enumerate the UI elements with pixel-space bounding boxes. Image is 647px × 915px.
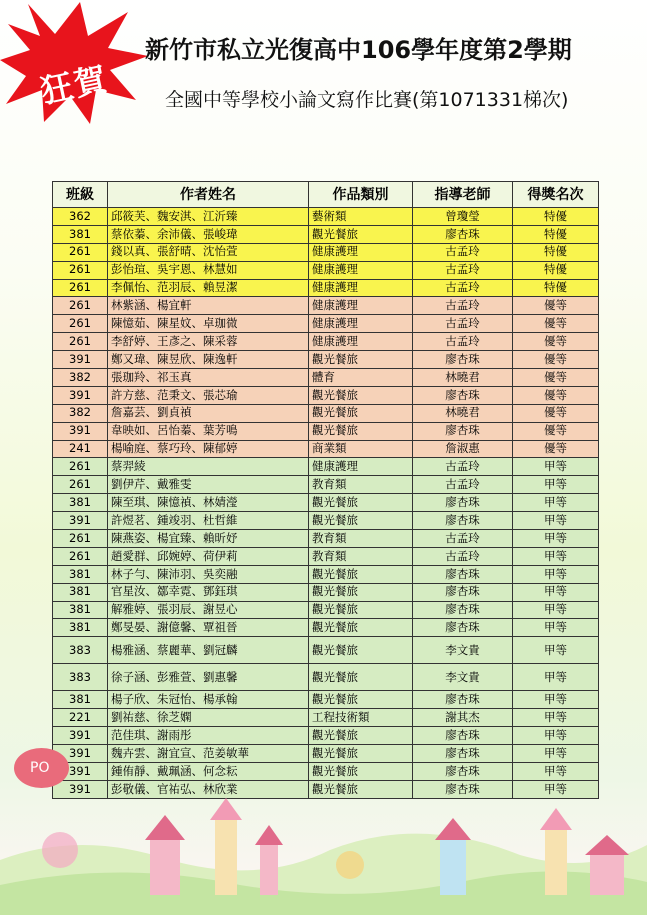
row-award: 優等 bbox=[513, 351, 599, 369]
row-authors: 蔡依蓁、余沛儀、張峻瑋 bbox=[108, 225, 309, 243]
header-teacher: 指導老師 bbox=[413, 182, 513, 208]
row-teacher: 廖杏珠 bbox=[413, 565, 513, 583]
row-category: 健康護理 bbox=[309, 315, 413, 333]
row-award: 優等 bbox=[513, 297, 599, 315]
table-row bbox=[53, 261, 599, 279]
row-award: 甲等 bbox=[513, 601, 599, 619]
row-class: 381 bbox=[53, 225, 108, 243]
row-authors: 林紫涵、楊宜軒 bbox=[108, 297, 309, 315]
row-authors: 林子勻、陳沛羽、吳奕融 bbox=[108, 565, 309, 583]
row-teacher: 古孟玲 bbox=[413, 458, 513, 476]
row-teacher: 廖杏珠 bbox=[413, 780, 513, 798]
table-row bbox=[53, 351, 599, 369]
row-teacher: 曾瓊瑩 bbox=[413, 208, 513, 226]
table-row bbox=[53, 208, 599, 226]
row-class: 221 bbox=[53, 709, 108, 727]
row-category: 觀光餐旅 bbox=[309, 225, 413, 243]
row-category: 健康護理 bbox=[309, 243, 413, 261]
congrats-badge-text: 狂賀 bbox=[37, 59, 112, 111]
table-row bbox=[53, 243, 599, 261]
table-row bbox=[53, 583, 599, 601]
row-teacher: 古孟玲 bbox=[413, 297, 513, 315]
row-teacher: 廖杏珠 bbox=[413, 422, 513, 440]
row-teacher: 古孟玲 bbox=[413, 261, 513, 279]
table-row bbox=[53, 458, 599, 476]
row-teacher: 李文貴 bbox=[413, 664, 513, 691]
row-class: 261 bbox=[53, 279, 108, 297]
row-class: 391 bbox=[53, 780, 108, 798]
row-authors: 詹嘉芸、劉貞禎 bbox=[108, 404, 309, 422]
decorative-scenery bbox=[0, 790, 647, 915]
row-category: 觀光餐旅 bbox=[309, 762, 413, 780]
page-subtitle: 全國中等學校小論文寫作比賽(第1071331梯次) bbox=[165, 89, 569, 111]
row-class: 381 bbox=[53, 583, 108, 601]
row-category: 體育 bbox=[309, 369, 413, 387]
row-award: 甲等 bbox=[513, 619, 599, 637]
header-class: 班級 bbox=[53, 182, 108, 208]
row-authors: 錢以真、張舒晴、沈怡萱 bbox=[108, 243, 309, 261]
row-class: 391 bbox=[53, 351, 108, 369]
row-award: 甲等 bbox=[513, 565, 599, 583]
row-award: 甲等 bbox=[513, 745, 599, 763]
row-teacher: 古孟玲 bbox=[413, 243, 513, 261]
row-award: 甲等 bbox=[513, 530, 599, 548]
row-authors: 趙愛群、邱婉婷、荷伊莉 bbox=[108, 547, 309, 565]
row-category: 觀光餐旅 bbox=[309, 512, 413, 530]
row-class: 241 bbox=[53, 440, 108, 458]
row-class: 391 bbox=[53, 745, 108, 763]
row-class: 383 bbox=[53, 664, 108, 691]
row-teacher: 廖杏珠 bbox=[413, 601, 513, 619]
row-teacher: 謝其杰 bbox=[413, 709, 513, 727]
row-award: 特優 bbox=[513, 279, 599, 297]
row-award: 優等 bbox=[513, 315, 599, 333]
row-category: 健康護理 bbox=[309, 261, 413, 279]
row-award: 甲等 bbox=[513, 547, 599, 565]
row-class: 381 bbox=[53, 691, 108, 709]
row-category: 商業類 bbox=[309, 440, 413, 458]
row-class: 381 bbox=[53, 565, 108, 583]
row-teacher: 林曉君 bbox=[413, 404, 513, 422]
row-class: 261 bbox=[53, 261, 108, 279]
row-award: 甲等 bbox=[513, 512, 599, 530]
table-row bbox=[53, 404, 599, 422]
row-teacher: 廖杏珠 bbox=[413, 745, 513, 763]
table-row bbox=[53, 619, 599, 637]
row-class: 381 bbox=[53, 601, 108, 619]
row-authors: 彭怡瑄、吳宇恩、林慧如 bbox=[108, 261, 309, 279]
row-class: 261 bbox=[53, 547, 108, 565]
row-class: 391 bbox=[53, 386, 108, 404]
row-authors: 鄭旻晏、謝億馨、覃祖晉 bbox=[108, 619, 309, 637]
row-category: 觀光餐旅 bbox=[309, 583, 413, 601]
row-category: 觀光餐旅 bbox=[309, 422, 413, 440]
table-row bbox=[53, 279, 599, 297]
row-authors: 李舒婷、王彥之、陳采蓉 bbox=[108, 333, 309, 351]
row-award: 甲等 bbox=[513, 691, 599, 709]
row-category: 觀光餐旅 bbox=[309, 780, 413, 798]
table-row bbox=[53, 664, 599, 691]
row-award: 特優 bbox=[513, 261, 599, 279]
table-row bbox=[53, 315, 599, 333]
table-row bbox=[53, 565, 599, 583]
row-teacher: 廖杏珠 bbox=[413, 619, 513, 637]
row-authors: 鄭又瑋、陳昱欣、陳逸軒 bbox=[108, 351, 309, 369]
header-authors: 作者姓名 bbox=[108, 182, 309, 208]
row-authors: 邱筱芙、魏安淇、江沂臻 bbox=[108, 208, 309, 226]
row-award: 甲等 bbox=[513, 637, 599, 664]
table-row bbox=[53, 225, 599, 243]
row-category: 觀光餐旅 bbox=[309, 691, 413, 709]
row-teacher: 古孟玲 bbox=[413, 547, 513, 565]
row-category: 觀光餐旅 bbox=[309, 404, 413, 422]
table-body bbox=[53, 208, 599, 799]
row-teacher: 廖杏珠 bbox=[413, 512, 513, 530]
row-authors: 蔡羿綾 bbox=[108, 458, 309, 476]
table-row bbox=[53, 494, 599, 512]
row-category: 觀光餐旅 bbox=[309, 745, 413, 763]
row-authors: 許煜茗、鍾竣羽、杜哲維 bbox=[108, 512, 309, 530]
row-category: 觀光餐旅 bbox=[309, 601, 413, 619]
row-category: 健康護理 bbox=[309, 279, 413, 297]
row-award: 優等 bbox=[513, 440, 599, 458]
row-teacher: 廖杏珠 bbox=[413, 727, 513, 745]
row-category: 觀光餐旅 bbox=[309, 565, 413, 583]
row-authors: 許方慈、范秉文、張芯瑜 bbox=[108, 386, 309, 404]
row-award: 甲等 bbox=[513, 762, 599, 780]
row-teacher: 李文貴 bbox=[413, 637, 513, 664]
table-row bbox=[53, 530, 599, 548]
row-authors: 楊雅涵、蔡麗華、劉冠麟 bbox=[108, 637, 309, 664]
row-award: 特優 bbox=[513, 225, 599, 243]
row-authors: 楊喻庭、蔡巧玲、陳郁婷 bbox=[108, 440, 309, 458]
table-row bbox=[53, 691, 599, 709]
row-category: 工程技術類 bbox=[309, 709, 413, 727]
row-class: 381 bbox=[53, 494, 108, 512]
row-authors: 鍾侑靜、戴珮涵、何念耘 bbox=[108, 762, 309, 780]
table-row bbox=[53, 297, 599, 315]
page-title: 新竹市私立光復高中106學年度第2學期 bbox=[145, 36, 572, 64]
row-teacher: 古孟玲 bbox=[413, 476, 513, 494]
row-authors: 陳憶茹、陳星妏、卓珈微 bbox=[108, 315, 309, 333]
table-row bbox=[53, 512, 599, 530]
row-class: 382 bbox=[53, 369, 108, 387]
row-teacher: 古孟玲 bbox=[413, 530, 513, 548]
row-category: 觀光餐旅 bbox=[309, 727, 413, 745]
row-teacher: 詹淑惠 bbox=[413, 440, 513, 458]
row-authors: 張珈羚、祁玉真 bbox=[108, 369, 309, 387]
row-teacher: 廖杏珠 bbox=[413, 351, 513, 369]
row-category: 教育類 bbox=[309, 476, 413, 494]
row-class: 362 bbox=[53, 208, 108, 226]
header-award: 得獎名次 bbox=[513, 182, 599, 208]
row-teacher: 廖杏珠 bbox=[413, 386, 513, 404]
row-award: 甲等 bbox=[513, 583, 599, 601]
row-award: 優等 bbox=[513, 333, 599, 351]
row-award: 甲等 bbox=[513, 476, 599, 494]
row-class: 261 bbox=[53, 297, 108, 315]
table-header-row bbox=[53, 182, 599, 208]
row-teacher: 古孟玲 bbox=[413, 279, 513, 297]
row-award: 優等 bbox=[513, 369, 599, 387]
row-authors: 楊子欣、朱冠怡、楊承翰 bbox=[108, 691, 309, 709]
row-category: 觀光餐旅 bbox=[309, 386, 413, 404]
row-class: 391 bbox=[53, 512, 108, 530]
row-class: 381 bbox=[53, 619, 108, 637]
row-authors: 范佳琪、謝雨彤 bbox=[108, 727, 309, 745]
row-authors: 劉祐慈、徐芝嫻 bbox=[108, 709, 309, 727]
table-row bbox=[53, 601, 599, 619]
row-teacher: 廖杏珠 bbox=[413, 494, 513, 512]
row-award: 甲等 bbox=[513, 709, 599, 727]
table-row bbox=[53, 727, 599, 745]
table-row bbox=[53, 709, 599, 727]
row-class: 261 bbox=[53, 530, 108, 548]
table-row bbox=[53, 476, 599, 494]
table-row bbox=[53, 333, 599, 351]
row-authors: 彭敬儀、官祐弘、林欣業 bbox=[108, 780, 309, 798]
row-category: 健康護理 bbox=[309, 458, 413, 476]
row-class: 261 bbox=[53, 315, 108, 333]
row-teacher: 廖杏珠 bbox=[413, 225, 513, 243]
table-row bbox=[53, 547, 599, 565]
award-table-container bbox=[52, 181, 598, 799]
row-category: 教育類 bbox=[309, 530, 413, 548]
row-class: 261 bbox=[53, 333, 108, 351]
row-award: 甲等 bbox=[513, 727, 599, 745]
row-award: 甲等 bbox=[513, 664, 599, 691]
table-row bbox=[53, 440, 599, 458]
row-award: 優等 bbox=[513, 404, 599, 422]
row-class: 391 bbox=[53, 727, 108, 745]
row-award: 甲等 bbox=[513, 458, 599, 476]
row-authors: 陳燕姿、楊宜臻、賴昕妤 bbox=[108, 530, 309, 548]
row-teacher: 廖杏珠 bbox=[413, 691, 513, 709]
signpost: PO bbox=[14, 748, 69, 788]
row-authors: 韋映如、呂怡蓁、葉芳鳴 bbox=[108, 422, 309, 440]
table-row bbox=[53, 637, 599, 664]
row-teacher: 廖杏珠 bbox=[413, 583, 513, 601]
row-class: 261 bbox=[53, 243, 108, 261]
row-class: 261 bbox=[53, 476, 108, 494]
row-authors: 徐子涵、彭雅萱、劉惠馨 bbox=[108, 664, 309, 691]
row-teacher: 林曉君 bbox=[413, 369, 513, 387]
row-category: 藝術類 bbox=[309, 208, 413, 226]
row-award: 甲等 bbox=[513, 494, 599, 512]
row-category: 觀光餐旅 bbox=[309, 619, 413, 637]
row-category: 教育類 bbox=[309, 547, 413, 565]
row-category: 觀光餐旅 bbox=[309, 637, 413, 664]
award-table bbox=[52, 181, 599, 799]
row-teacher: 廖杏珠 bbox=[413, 762, 513, 780]
row-authors: 李佩怡、范羽辰、賴昱潔 bbox=[108, 279, 309, 297]
row-teacher: 古孟玲 bbox=[413, 315, 513, 333]
row-class: 261 bbox=[53, 458, 108, 476]
row-category: 健康護理 bbox=[309, 333, 413, 351]
row-authors: 陳至琪、陳憶禎、林婧瀅 bbox=[108, 494, 309, 512]
table-row bbox=[53, 386, 599, 404]
row-award: 優等 bbox=[513, 422, 599, 440]
row-authors: 官星汝、鄒幸霓、鄧鈺琪 bbox=[108, 583, 309, 601]
table-row bbox=[53, 745, 599, 763]
row-category: 觀光餐旅 bbox=[309, 664, 413, 691]
row-authors: 魏卉雲、謝宜宣、范姜敏華 bbox=[108, 745, 309, 763]
row-award: 優等 bbox=[513, 386, 599, 404]
row-award: 特優 bbox=[513, 208, 599, 226]
row-authors: 解雅婷、張羽辰、謝昱心 bbox=[108, 601, 309, 619]
header-category: 作品類別 bbox=[309, 182, 413, 208]
row-class: 391 bbox=[53, 762, 108, 780]
table-row bbox=[53, 369, 599, 387]
row-authors: 劉伊芹、戴雅雯 bbox=[108, 476, 309, 494]
row-category: 觀光餐旅 bbox=[309, 494, 413, 512]
row-class: 391 bbox=[53, 422, 108, 440]
row-class: 383 bbox=[53, 637, 108, 664]
row-category: 健康護理 bbox=[309, 297, 413, 315]
row-teacher: 古孟玲 bbox=[413, 333, 513, 351]
row-award: 特優 bbox=[513, 243, 599, 261]
table-row bbox=[53, 422, 599, 440]
row-category: 觀光餐旅 bbox=[309, 351, 413, 369]
row-award: 甲等 bbox=[513, 780, 599, 798]
table-row bbox=[53, 762, 599, 780]
row-class: 382 bbox=[53, 404, 108, 422]
